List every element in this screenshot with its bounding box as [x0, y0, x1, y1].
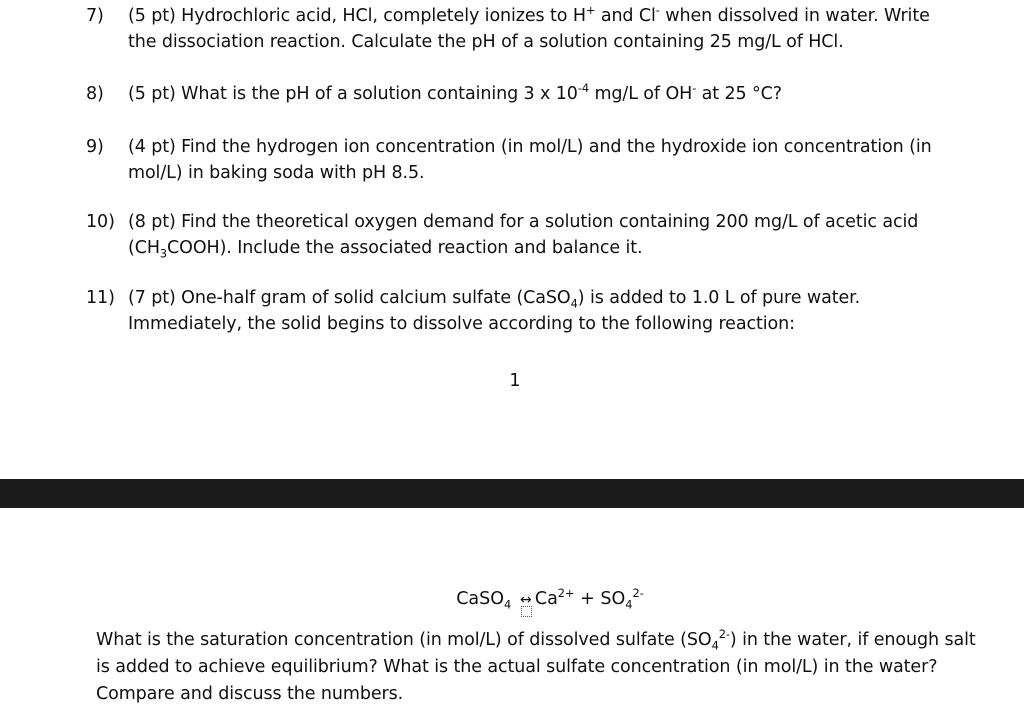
- paragraph-text: What is the saturation concentration (in mol/L) of dissolved sulfate (SO: [96, 630, 712, 650]
- question-number: 10): [86, 212, 115, 232]
- question-9: [86, 134, 986, 186]
- superscript: 2-: [718, 627, 730, 642]
- subscript: 3: [159, 246, 168, 261]
- question-text: (8 pt) Find the theoretical oxygen demand for a solution containing 200 mg/L of acetic acid: [128, 212, 919, 232]
- question-number: 9): [86, 137, 104, 157]
- question-text: mol/L) in baking soda with pH 8.5.: [128, 163, 425, 183]
- question-text: Immediately, the solid begins to dissolve according to the following reaction:: [128, 314, 795, 334]
- subscript: 4: [570, 296, 578, 311]
- equation-product-sulfate: SO: [600, 589, 626, 609]
- question-text: when dissolved in water. Write: [659, 6, 930, 26]
- page-number: 1: [509, 371, 521, 391]
- question-text: the dissociation reaction. Calculate the pH of a solution containing 25 mg/L of HCl.: [128, 32, 844, 52]
- question-11: [86, 285, 986, 337]
- question-text: at 25 °C?: [696, 84, 782, 104]
- question-text: (CH: [128, 238, 160, 258]
- subscript: 4: [504, 597, 512, 612]
- reaction-equation: [0, 586, 1024, 613]
- superscript: +: [585, 3, 596, 18]
- question-text: and Cl: [595, 6, 656, 26]
- equilibrium-arrow-icon: ↔: [517, 587, 535, 613]
- question-number: 11): [86, 288, 115, 308]
- subscript: 4: [711, 638, 719, 653]
- superscript: -: [692, 81, 697, 96]
- superscript: -: [655, 3, 660, 18]
- question-text: (4 pt) Find the hydrogen ion concentration (in mol/L) and the hydroxide ion concentration (in: [128, 137, 932, 157]
- question-text: (5 pt) Hydrochloric acid, HCl, completely ionizes to H: [128, 6, 586, 26]
- question-text: ) is added to 1.0 L of pure water.: [577, 288, 861, 308]
- paragraph-text: ) in the water, if enough salt is added to achieve equilibrium? What is the actual sulfate concentration (in mol/L) in the water? Compare and discuss the numbers.: [96, 630, 976, 704]
- superscript: 2-: [632, 586, 644, 601]
- subscript: 4: [625, 597, 633, 612]
- equation-plus: +: [574, 589, 601, 609]
- question-number: 7): [86, 6, 104, 26]
- question-text: (5 pt) What is the pH of a solution containing 3 x 10: [128, 84, 578, 104]
- question-7: [86, 3, 986, 55]
- superscript: -4: [577, 81, 589, 96]
- question-number: 8): [86, 84, 104, 104]
- page-divider: [0, 479, 1024, 508]
- question-text: COOH). Include the associated reaction and balance it.: [167, 238, 643, 258]
- question-10: [86, 209, 986, 261]
- question-text: (7 pt) One-half gram of solid calcium sulfate (CaSO: [128, 288, 571, 308]
- final-question-paragraph: [96, 627, 976, 708]
- question-text: mg/L of OH: [588, 84, 693, 104]
- question-8: [86, 81, 986, 107]
- equation-reactant: CaSO: [456, 589, 505, 609]
- equation-product-calcium: Ca: [534, 589, 558, 609]
- superscript: 2+: [557, 586, 575, 601]
